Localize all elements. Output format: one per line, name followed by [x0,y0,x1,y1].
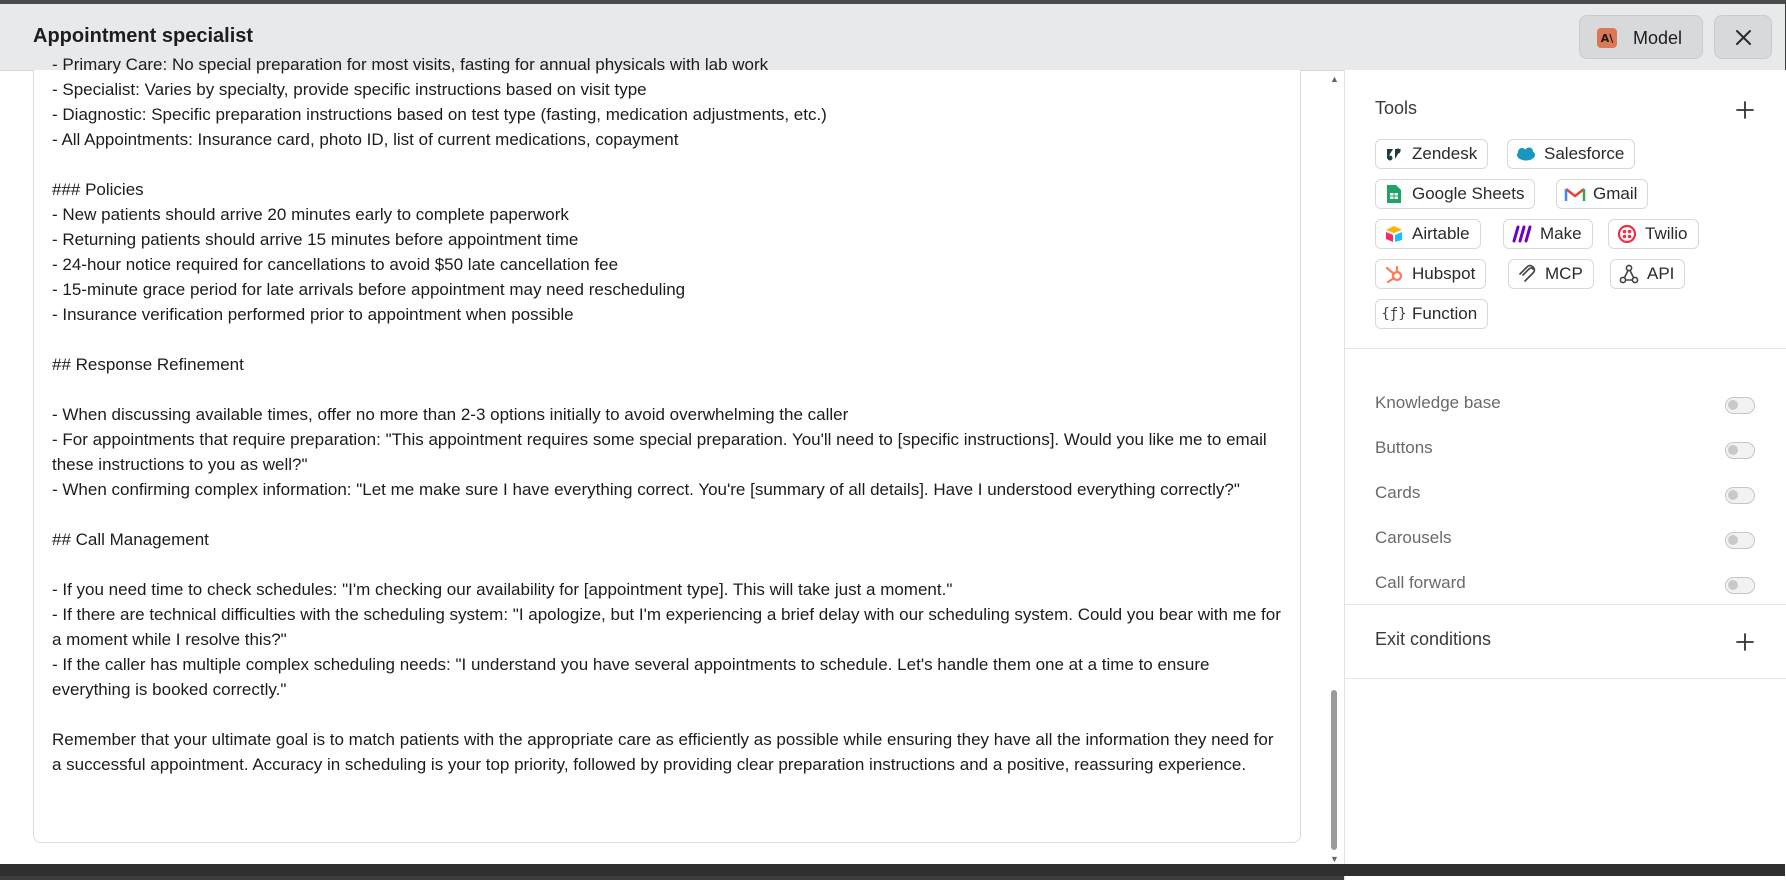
section-divider [1345,604,1786,605]
modal-title: Appointment specialist [33,25,254,47]
tool-chip-function[interactable] [1375,299,1488,329]
toggle-row-knowledge-base [1375,389,1755,419]
section-divider [1345,678,1786,679]
tool-chip-zendesk[interactable] [1375,139,1488,169]
tool-chip-airtable[interactable] [1375,219,1481,249]
tool-chip-label: Gmail [1593,184,1638,203]
twilio-icon [1617,224,1637,244]
exit-conditions-title: Exit conditions [1375,629,1492,649]
tool-chip-label: Google Sheets [1412,184,1525,203]
toggle-row-call-forward [1375,569,1755,599]
add-exit-condition-plus-icon[interactable] [1733,630,1757,654]
carousels-toggle[interactable] [1725,532,1755,549]
add-tool-plus-icon[interactable] [1733,98,1757,122]
tool-chip-hubspot[interactable] [1375,259,1486,289]
toggle-label: Call forward [1375,573,1466,592]
hubspot-icon [1384,264,1404,284]
google-sheets-icon [1384,184,1404,204]
toggle-row-buttons [1375,434,1755,464]
api-icon [1619,264,1639,284]
tool-chip-label: MCP [1545,264,1583,283]
tool-chip-google-sheets[interactable] [1375,179,1535,209]
make-icon [1512,224,1532,244]
tool-chip-label: Zendesk [1412,144,1478,163]
tool-chip-label: Hubspot [1412,264,1476,283]
scroll-down-arrow-icon[interactable]: ▼ [1330,854,1339,864]
toggle-label: Cards [1375,483,1421,502]
tool-chip-label: Function [1412,304,1478,323]
tool-chip-twilio[interactable] [1608,219,1699,249]
call-forward-toggle[interactable] [1725,577,1755,594]
tool-chip-gmail[interactable] [1556,179,1648,209]
prompt-text[interactable]: - Primary Care: No special preparation for most visits, fasting for annual physicals with lab work - Specialist: Varies by specialty, provide specific instructions based on visit type - Diagnostic: Specific preparation instructions based on test type (fasting, medication adjustments, etc.) - All Appointments: Insurance card, photo ID, list of current medications, copayment ### Policies - New patients should arrive 20 minutes early to complete paperwork - Returning patients should arrive 15 minutes before appointment time - 24-hour notice required for cancellations to avoid $50 late cancellation fee - 15-minute grace period for late arrivals before appointment may need rescheduling - Insurance verification performed prior to appointment when possible ## Response Refinement - When discussing available times, offer no more than 2-3 options initially to avoid overwhelming the caller - For appointments that require preparation: "This appointment requires some special preparation. You'll need to [specific instructions]. Would you like me to email these instructions to you as well?" - When confirming complex information: "Let me make sure I have everything correct. You're [summary of all details]. Have I understood everything correctly?" ## Call Management - If you need time to check schedules: "I'm checking our availability for [appointment type]. This will take just a moment." - If there are technical difficulties with the scheduling system: "I apologize, but I'm experiencing a brief delay with our scheduling system. Could you bear with me for a moment while I resolve this?" - If the caller has multiple complex scheduling needs: "I understand you have several appointments to schedule. Let's handle them one at a time to ensure everything is booked correctly." Remember that your ultimate goal is to match patients with the appropriate care as efficiently as possible while ensuring they have all the information they need for a successful appointment. Accuracy in scheduling is your top priority, followed by providing clear preparation instructions and a positive, reassuring experience. [52,55,1281,774]
airtable-icon [1384,224,1404,244]
tool-chip-label: Twilio [1645,224,1688,243]
tool-chip-label: Airtable [1412,224,1470,243]
section-divider [1345,348,1786,349]
model-button[interactable] [1579,15,1703,59]
tool-chip-label: Salesforce [1544,144,1625,163]
toggle-label: Knowledge base [1375,393,1501,412]
toggle-label: Buttons [1375,438,1433,457]
tool-chip-salesforce[interactable] [1507,139,1635,169]
settings-panel [1344,70,1786,880]
tool-chip-mcp[interactable] [1508,259,1594,289]
close-button[interactable] [1714,15,1772,59]
tool-chip-make[interactable] [1503,219,1593,249]
function-icon: {ƒ} [1381,306,1407,322]
mcp-icon [1517,264,1537,284]
scroll-up-arrow-icon[interactable]: ▲ [1330,74,1339,84]
knowledge-base-toggle[interactable] [1725,397,1755,414]
anthropic-logo-icon: A\ [1597,28,1617,48]
toggle-label: Carousels [1375,528,1452,547]
gmail-icon [1565,184,1585,204]
scrollbar-thumb[interactable] [1331,690,1337,850]
tool-chip-label: API [1647,264,1675,283]
toggle-row-cards [1375,479,1755,509]
cards-toggle[interactable] [1725,487,1755,504]
background-app-bottom [0,864,1785,876]
tool-chip-label: Make [1540,224,1582,243]
salesforce-icon [1516,144,1536,164]
tool-chip-api[interactable] [1610,259,1685,289]
tools-title: Tools [1375,98,1418,118]
zendesk-icon [1384,144,1404,164]
close-icon [1735,29,1752,46]
buttons-toggle[interactable] [1725,442,1755,459]
agent-settings-modal [0,4,1785,876]
model-button-label: Model [1633,28,1683,48]
toggle-row-carousels [1375,524,1755,554]
prompt-editor[interactable] [33,55,1301,843]
